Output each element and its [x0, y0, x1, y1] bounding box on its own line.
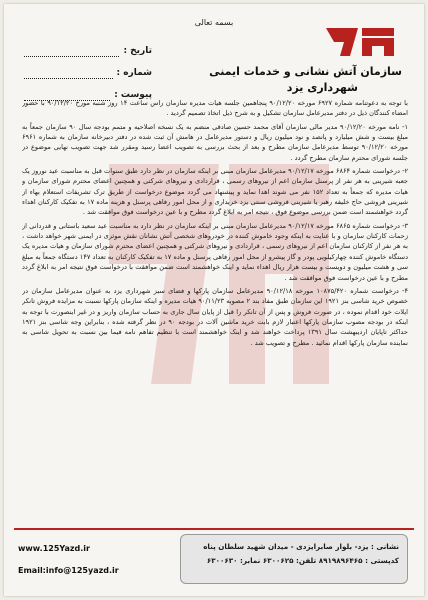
- paragraph-item-4: ۴- درخواست شماره ۱۰۸۷۵/۴۲۰ مورخه ۹۰/۱۲/۱۸ مدیرعامل سازمان پارکها و فضای سبز شهرداری یزد به عنوان مدیرعامل سازمان در خصوص خرید شاسی بنز ۱۹۲۱ این سازمان طبق مفاد بند ۲ مصوبه ۹۰/۱۱/۲۳ هیات مدیره و اینکه سازمان پارکها نسبت به مزایده فروش تانکر ایلات خود اقدام نموده ، در صورت فروش و پس از آن تانکر را قبل از پایان سال جاری به حساب سازمان واریز و در غیر اینصورت با توجه به اینکه در بودجه مصوب سازمان پارکها اعتبار لازم بابت خرید ماشین آلات در بودجه ۹۰ در نظر گرفته شده ، بنابراین وجه شاسی بنز ۱۹۲۱ حداکثر تاپایان اردیبهشت سال ۱۳۹۱ پرداخت خواهند شد و اینک خواهشمند است با تنظیم تفاهم نامه فیما بین نسبت به تحویل شاسی به نماینده سازمان پارکها اقدام نمائید . مطرح و تصویب شد .: [22, 286, 408, 347]
- footer-website-link[interactable]: www.125Yazd.ir: [18, 544, 90, 553]
- attachment-label: پیوست :: [114, 90, 152, 100]
- org-name-line1: سازمان آتش نشانی و خدمات ایمنی: [209, 65, 402, 78]
- date-label: تاریخ :: [123, 46, 152, 56]
- paragraph-item-1: ۱- نامه مورخه ۹۰/۱۲/۲۰ مدیر مالی سازمان آقای محمد حسین صادقی منضم به یک نسخه اصلاحیه و متمم بودجه سال ۹۰ سازمان جمعاً به مبلغ بیست و شش میلیارد و پانصد و نود میلیون ریال و دستور مدیرعامل در هامش آن ثبت شده در دفتر دبیرخانه سازمان به شماره ۶۹۶۱ مورخه ۹۰/۱۲/۲۰ توسط مدیرعامل سازمان مطرح و بعد از بحث بررسی به تصویب اعضا رسید ومقرر شد جهت تصویب نهایی موضوع در جلسه شورای محترم سازمان مطرح گردد .: [22, 122, 408, 162]
- letter-page: [4, 4, 424, 596]
- number-label: شماره :: [116, 68, 152, 78]
- footer-contact-numbers: کدپستی : ۸۹۱۹۸۹۶۴۶۵ تلفن: ۶۳۰۰۶۲۵ نمابر: ۶۳۰۰۶۳۰: [206, 556, 399, 565]
- footer-web-contact: [18, 538, 168, 582]
- footer-address-box: [180, 534, 408, 584]
- footer-divider: [14, 528, 414, 530]
- letter-footer: [14, 528, 414, 588]
- date-line: [24, 46, 119, 57]
- paragraph-item-3: ۳- درخواست شماره ۶۸۶۵ مورخه ۹۰/۱۲/۱۷ مدیرعامل سازمان مبنی بر اینکه سازمان در نظر دارد به مناسبت عید سعید باستانی و قدردانی از زحمات کارکنان سازمان و با عنایت به اینکه وجود خاموش کننده در خودروهای شخصی آتش نشانان نقش موثری در ایمنی شهر خواهد داشت ، به هر نفر از کارکنان سازمان اعم از نیروهای رسمی ، قراردادی و نیروهای شرکتی و همچنین اعضای محترم شورای سازمان و هیات مدیره یک دستگاه خاموش کننده چهارکیلویی پودر و گاز پیشرو از محل امور رفاهی پرسنل و ماده ۱۷ به تفکیک کارکنان به تعداد ۱۴۷ دستگاه جمعاً به مبلغ سی و هشت میلیون و دویست و بیست هزار ریال اهداء نماید و اینک خواهشمند است ضمن موافقت با درخواست فوق نتیجه امر به ابلاغ گردد مطرح و با عین درخواست فوق موافقت شد .: [22, 221, 408, 282]
- org-name-line2: شهرداری یزد: [286, 81, 358, 94]
- footer-address: نشانی : یزد- بلوار صابرایزدی - میدان شهید سلطان پناه: [203, 542, 399, 551]
- date-row: [24, 42, 152, 60]
- letter-body: [22, 98, 408, 518]
- fire-service-emblem-icon: [316, 24, 404, 60]
- paragraph-intro: با توجه به دعوتنامه شماره ۶۹۲۷ مورخه ۹۰/۱۲/۲۰ پنجاهمین جلسه هیات مدیره سازمان راس ساعت ۱۴ روز شنبه مورخ ۹۰/۱۲/۲۰ با حضور امضاء کنندگان ذیل در دفتر مدیرعامل سازمان تشکیل و به شرح ذیل اتخاذ تصمیم گردید .: [22, 99, 408, 118]
- bismillah: بسمه تعالی: [194, 18, 234, 27]
- paragraph-item-2: ۲- درخواست شماره ۶۸۶۴ مورخه ۹۰/۱۲/۱۷ مدیرعامل سازمان مبنی بر اینکه سازمان در نظر دارد طبق سنوات قبل به مناسبت عید نوروز یک جعبه شیرینی به هر نفر از پرسنل سازمان اعم از نیروهای رسمی ، قراردادی و نیروهای شرکتی و همچنین اعضای محترم شورای سازمان و هیات مدیره که جمعاً به تعداد ۱۵۲ نفر می شوند اهدا نماید و پیشنهاد می گردد موضوع درخواست از طریق ترک تشریفات استعلام بهاء از شیرینی فروشی حاج خلیفه رهبر یا شیرینی فروشی سنتی یزد خریداری و از محل امور رفاهی پرسنل و هزینه ماده ۱۷ به تفکیک کارکنان اهداء گردد خواهشمند است ضمن بررسی موضوع فوق ، نتیجه امر به ابلاغ گردد مطرح و با عین درخواست فوق موافقت شد .: [22, 167, 408, 217]
- number-row: [24, 64, 152, 82]
- number-line: [24, 68, 113, 79]
- footer-email-link[interactable]: Email:info@125yazd.ir: [18, 566, 119, 575]
- organization-name: [182, 64, 402, 96]
